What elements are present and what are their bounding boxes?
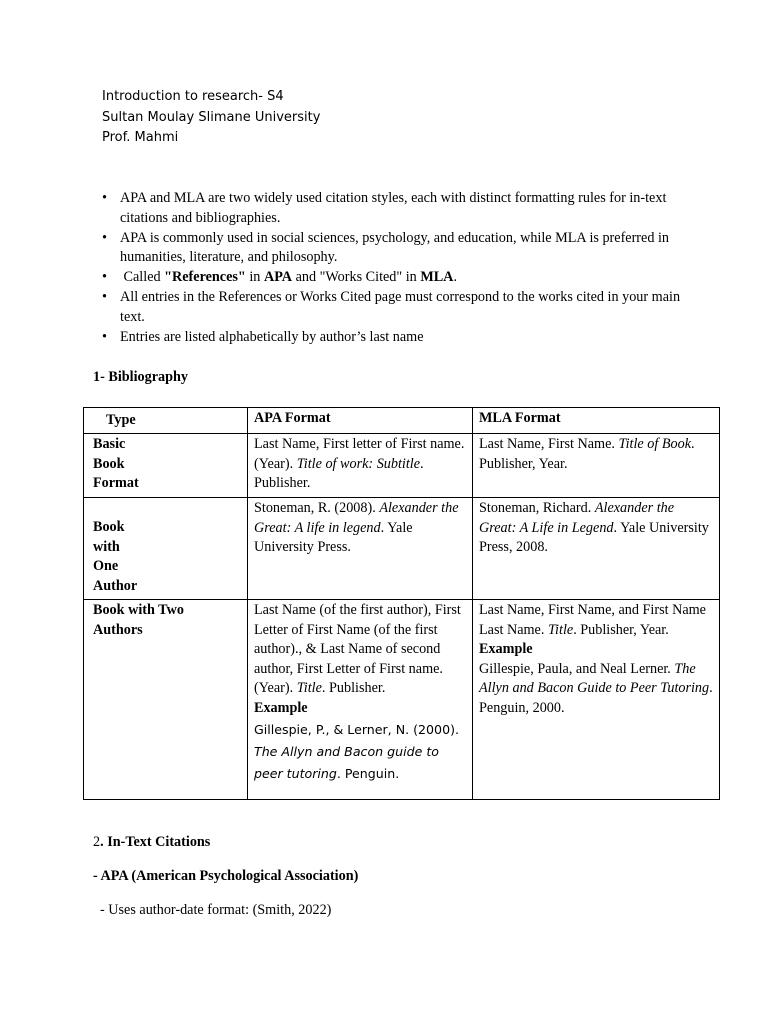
cell-text: Last Name, First Name, and First Name Last Name. [479, 602, 706, 638]
italic-title: Title [547, 621, 574, 638]
type-cell [84, 498, 248, 600]
bold-text: MLA [420, 269, 454, 286]
cell-text: Last Name (of the first author), First Letter of First Name (of the first author)., & Last Name of second author, First Letter of First name. (Year). [254, 602, 461, 697]
bullet-text: Entries are listed alphabetically by author’s last name [120, 328, 424, 345]
list-item [102, 229, 702, 269]
bullet-text: Called [120, 269, 165, 286]
intro-bullet-list [102, 189, 702, 347]
section-title: . In-Text Citations [100, 834, 211, 850]
apa-cell [248, 498, 473, 600]
cell-text: Stoneman, Richard. [479, 500, 595, 516]
list-item [102, 268, 702, 288]
cell-text: . Publisher, Year. [573, 621, 669, 638]
bullet-text: . [453, 269, 457, 286]
cell-text: . Penguin. [336, 765, 400, 781]
bold-text: APA [263, 269, 293, 286]
cell-text: . Yale University Press, 2008. [479, 519, 709, 556]
cell-text: Gillespie, P., & Lerner, N. (2000). [254, 721, 459, 737]
example-citation [479, 660, 713, 719]
citation-format-table [83, 407, 720, 800]
university-name: Sultan Moulay Slimane University [102, 109, 321, 125]
table-row [84, 434, 720, 498]
cell-text: . Penguin, 2000. [479, 680, 713, 716]
bullet-text: APA is commonly used in social sciences, psychology, and education, while MLA is preferred in humanities, literature, and philosophy. [120, 229, 670, 266]
section-number: 2 [93, 834, 101, 850]
cell-text: Stoneman, R. (2008). [254, 500, 380, 516]
apa-cell [248, 600, 473, 800]
cell-text: . Publisher. [254, 455, 424, 492]
type-label: Book with One Author [93, 519, 138, 594]
mla-cell [473, 600, 720, 800]
cell-text: Gillespie, Paula, and Neal Lerner. [479, 660, 675, 677]
table-row [84, 600, 720, 800]
italic-title: Alexander the Great: A Life in Legend [479, 500, 675, 536]
course-title: Introduction to research- S4 [102, 89, 284, 104]
italic-title: The Allyn and Bacon Guide to Peer Tutoring [479, 660, 710, 697]
table-row [84, 498, 720, 600]
italic-title: Title [296, 680, 322, 697]
example-label: Example [254, 699, 308, 716]
bullet-text: in [245, 269, 264, 286]
column-header-apa: APA Format [248, 408, 473, 434]
section-heading-in-text-citations [93, 834, 210, 851]
professor-name: Prof. Mahmi [102, 130, 179, 145]
cell-text: . Yale University Press. [254, 519, 413, 556]
cell-text: Last Name, First letter of First name. (Year). [254, 436, 465, 472]
mla-cell [473, 434, 720, 498]
italic-title: Alexander the Great: A life in legend [254, 500, 459, 536]
bullet-text: All entries in the References or Works Cited page must correspond to the works cited in your main text. [120, 288, 681, 325]
cell-text: . Publisher, Year. [479, 436, 695, 472]
bullet-text: and "Works Cited" in [292, 269, 421, 286]
list-item [102, 288, 702, 328]
cell-text: Last Name, First Name. [479, 436, 619, 452]
example-citation [254, 719, 466, 785]
italic-title: Title of work: Subtitle [296, 455, 421, 472]
example-label: Example [479, 641, 533, 658]
section-heading-bibliography: 1- Bibliography [93, 369, 188, 385]
apa-format-note: - Uses author-date format: (Smith, 2022) [100, 902, 332, 918]
mla-cell [473, 498, 720, 600]
list-item [102, 328, 702, 348]
type-label: Basic Book Format [93, 436, 139, 492]
bullet-text: APA and MLA are two widely used citation styles, each with distinct formatting rules for in-text citations and bibliographies. [120, 190, 667, 226]
column-header-type: Type [84, 408, 248, 434]
list-item [102, 189, 702, 229]
bold-text: "References" [164, 269, 246, 286]
cell-text: . Publisher. [321, 680, 386, 697]
table-header-row [84, 408, 720, 434]
apa-subheading: - APA (American Psychological Association) [93, 868, 359, 884]
type-cell [84, 600, 248, 800]
type-label: Book with Two Authors [93, 602, 184, 638]
column-header-mla: MLA Format [473, 408, 720, 434]
apa-cell [248, 434, 473, 498]
document-header [102, 87, 320, 149]
type-cell [84, 434, 248, 498]
italic-title: The Allyn and Bacon guide to peer tutoring [254, 743, 440, 781]
italic-title: Title of Book [618, 436, 691, 452]
